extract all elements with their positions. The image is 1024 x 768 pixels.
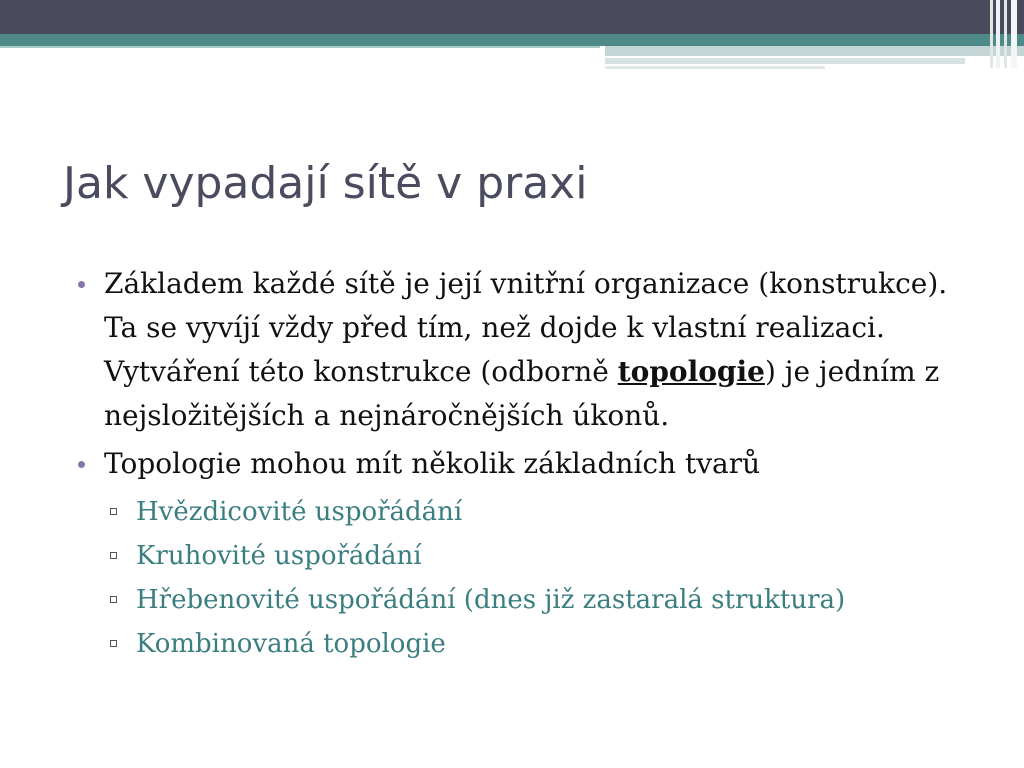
sub-bullet-item <box>74 622 974 666</box>
header-band <box>0 0 1024 34</box>
square-bullet-icon <box>110 508 117 515</box>
header-step-2 <box>605 58 965 64</box>
square-bullet-icon <box>110 596 117 603</box>
header-stripe <box>1004 0 1007 68</box>
round-bullet-icon <box>78 461 85 468</box>
header-accent-line <box>0 46 600 48</box>
bullet-text <box>104 262 964 438</box>
sub-bullet-item <box>74 490 974 534</box>
bullet-text-part: Základem každé sítě je její vnitřní organizace (konstrukce). Ta se vyvíjí vždy před tím, než dojde k vlastní realizaci. Vytváření této konstrukce (odborně <box>104 267 948 388</box>
slide-title: Jak vypadají sítě v praxi <box>63 158 588 209</box>
sub-bullet-text: Kombinovaná topologie <box>136 629 446 659</box>
sub-bullet-text: Hřebenovité uspořádání (dnes již zastaralá struktura) <box>136 585 846 615</box>
round-bullet-icon <box>78 281 85 288</box>
bullet-text-part: ) je jedním z nejsložitějších a nejnáročnějších úkonů. <box>104 355 940 432</box>
square-bullet-icon <box>110 552 117 559</box>
header-step-3 <box>605 66 825 69</box>
header-stripe <box>990 0 993 68</box>
slide-content <box>74 262 974 666</box>
bullet-text: Topologie mohou mít několik základních tvarů <box>104 447 761 480</box>
bullet-item <box>74 262 974 438</box>
sub-bullet-item <box>74 578 974 622</box>
bullet-item <box>74 442 974 486</box>
sub-bullet-text: Kruhovité uspořádání <box>136 541 422 571</box>
emphasis-term: topologie <box>617 355 765 388</box>
header-stripe <box>996 0 1000 68</box>
header-step-1 <box>605 46 1024 56</box>
square-bullet-icon <box>110 640 117 647</box>
header-accent-band <box>0 34 1024 46</box>
header-stripe <box>1011 0 1017 68</box>
sub-bullet-text: Hvězdicovité uspořádání <box>136 497 463 527</box>
sub-bullet-item <box>74 534 974 578</box>
